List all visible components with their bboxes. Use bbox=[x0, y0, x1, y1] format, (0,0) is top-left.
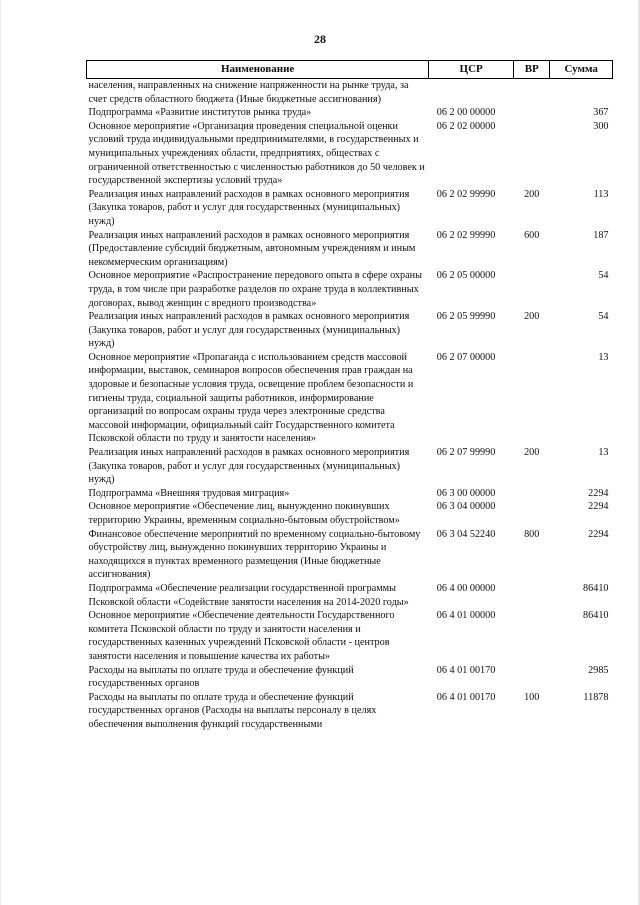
row-vr bbox=[514, 351, 550, 446]
row-vr bbox=[514, 582, 550, 609]
table-row bbox=[87, 269, 613, 310]
row-csr: 06 2 07 99990 bbox=[436, 447, 496, 459]
header-csr: ЦСР bbox=[429, 61, 514, 79]
row-name: Расходы на выплаты по оплате труда и обеспечение функций государственных органов bbox=[88, 664, 354, 690]
budget-table bbox=[86, 60, 613, 732]
table-row bbox=[87, 609, 613, 663]
row-name: Реализация иных направлений расходов в рамках основного мероприятия (Закупка товаров, работ и услуг для государственных (муниципальных) нужд) bbox=[88, 311, 410, 350]
row-vr bbox=[514, 120, 550, 188]
table-row bbox=[87, 229, 613, 270]
table-row bbox=[87, 582, 613, 609]
row-vr: 600 bbox=[524, 229, 540, 241]
table-row bbox=[87, 106, 613, 120]
row-vr: 800 bbox=[524, 528, 540, 540]
row-sum: 2294 bbox=[588, 528, 609, 540]
table-row bbox=[87, 691, 613, 732]
row-name: Реализация иных направлений расходов в рамках основного мероприятия (Закупка товаров, работ и услуг для государственных (муниципальных) нужд) bbox=[88, 447, 410, 486]
row-name: Финансовое обеспечение мероприятий по временному социально-бытовому обустройству лиц, вынужденно покинувших территорию Украины и находящихся в пунктах временного размещения (Иные бюджетные ассигнования) bbox=[88, 528, 421, 581]
table-row bbox=[87, 500, 613, 527]
row-name: Основное мероприятие «Организация проведения специальной оценки условий труда индивидуальными предпринимателями, в государственных и муниципальных учреждениях области, предприятиях, обществах с ограниченной ответственностью с численностью работников до 50 человек и государственной экспертизы условий труда» bbox=[88, 120, 425, 187]
row-csr: 06 2 07 00000 bbox=[436, 351, 496, 363]
row-csr: 06 2 02 00000 bbox=[436, 120, 496, 132]
header-vr: ВР bbox=[514, 61, 550, 79]
row-vr bbox=[514, 487, 550, 501]
row-sum: 367 bbox=[593, 107, 609, 119]
row-sum: 54 bbox=[598, 270, 609, 282]
row-csr: 06 2 05 99990 bbox=[436, 311, 496, 323]
header-sum: Сумма bbox=[550, 61, 613, 79]
row-vr bbox=[514, 609, 550, 663]
row-sum: 86410 bbox=[583, 582, 609, 594]
row-name: Основное мероприятие «Обеспечение лиц, вынужденно покинувших территорию Украины, временным социально-бытовым обустройством» bbox=[88, 501, 400, 526]
row-name: Основное мероприятие «Пропаганда с использованием средств массовой информации, выставок, семинаров вопросов обеспечения прав граждан на здоровые и безопасные условия труда, освещение проблем безопасности и гигиены труда, социальной защиты работников, информирование организаций по вопросам охраны труда через электронные средства массовой информации, официальный сайт Государственного комитета Псковской области по труду и занятости населения» bbox=[88, 351, 414, 445]
row-sum: 13 bbox=[598, 351, 609, 363]
row-sum bbox=[550, 79, 613, 107]
row-sum: 13 bbox=[598, 447, 609, 459]
row-sum: 2985 bbox=[588, 664, 609, 676]
row-sum: 113 bbox=[593, 188, 609, 200]
row-sum: 300 bbox=[593, 120, 609, 132]
table-row bbox=[87, 120, 613, 188]
row-name: Подпрограмма «Развитие институтов рынка труда» bbox=[88, 107, 312, 119]
row-sum: 86410 bbox=[583, 610, 609, 622]
table-row bbox=[87, 310, 613, 351]
table-body bbox=[87, 79, 613, 732]
table-row bbox=[87, 188, 613, 229]
row-name: Реализация иных направлений расходов в рамках основного мероприятия (Закупка товаров, работ и услуг для государственных (муниципальных) нужд) bbox=[88, 188, 410, 227]
row-name: Реализация иных направлений расходов в рамках основного мероприятия (Предоставление субсидий бюджетным, автономным учреждениям и иным некоммерческим организациям) bbox=[88, 229, 416, 268]
row-name: Подпрограмма «Обеспечение реализации государственной программы Псковской области «Содействие занятости населения на 2014-2020 годы» bbox=[88, 582, 409, 608]
row-sum: 11878 bbox=[583, 691, 609, 703]
row-csr: 06 2 02 99990 bbox=[436, 229, 496, 241]
row-name: Основное мероприятие «Распространение передового опыта в сфере охраны труда, в том числе при разработке разделов по охране труда в коллективных договорах, вывод женщин с вредного производства» bbox=[88, 270, 422, 309]
row-sum: 2294 bbox=[588, 487, 609, 499]
row-sum: 2294 bbox=[588, 501, 609, 513]
row-name: населения, направленных на снижение напряженности на рынке труда, за счет средств областного бюджета (Иные бюджетные ассигнования) bbox=[88, 80, 409, 105]
table-row bbox=[87, 664, 613, 691]
row-csr bbox=[429, 79, 514, 107]
row-sum: 54 bbox=[598, 311, 609, 323]
row-csr: 06 4 01 00170 bbox=[436, 691, 496, 703]
scan-edge-left bbox=[0, 0, 2, 905]
table-row bbox=[87, 351, 613, 446]
row-vr bbox=[514, 79, 550, 107]
row-csr: 06 4 01 00170 bbox=[436, 664, 496, 676]
row-csr: 06 4 00 00000 bbox=[436, 582, 496, 594]
row-sum: 187 bbox=[593, 229, 609, 241]
row-vr: 200 bbox=[524, 447, 540, 459]
row-csr: 06 2 00 00000 bbox=[436, 107, 496, 119]
row-name: Расходы на выплаты по оплате труда и обеспечение функций государственных органов (Расходы на выплаты персоналу в целях обеспечения выполнения функций государственными bbox=[88, 691, 377, 730]
row-csr: 06 3 04 00000 bbox=[436, 501, 496, 513]
row-vr bbox=[514, 269, 550, 310]
row-name: Основное мероприятие «Обеспечение деятельности Государственного комитета Псковской области по труду и занятости населения и государственных казенных учреждений Псковской области - центров занятости населения и повышение качества их работы» bbox=[88, 610, 395, 662]
table-row bbox=[87, 446, 613, 487]
row-vr bbox=[514, 500, 550, 527]
table-row bbox=[87, 487, 613, 501]
row-vr bbox=[514, 106, 550, 120]
row-vr: 200 bbox=[524, 311, 540, 323]
row-vr: 200 bbox=[524, 188, 540, 200]
row-vr bbox=[514, 664, 550, 691]
row-csr: 06 2 02 99990 bbox=[436, 188, 496, 200]
row-csr: 06 3 04 52240 bbox=[436, 528, 496, 540]
row-csr: 06 2 05 00000 bbox=[436, 270, 496, 282]
row-name: Подпрограмма «Внешняя трудовая миграция» bbox=[88, 487, 290, 499]
header-name: Наименование bbox=[87, 61, 429, 79]
table-row bbox=[87, 79, 613, 107]
row-vr: 100 bbox=[524, 691, 540, 703]
row-csr: 06 3 00 00000 bbox=[436, 487, 496, 499]
table-header-row bbox=[87, 61, 613, 79]
table-row bbox=[87, 528, 613, 582]
page-number: 28 bbox=[314, 32, 326, 46]
row-csr: 06 4 01 00000 bbox=[436, 610, 496, 622]
